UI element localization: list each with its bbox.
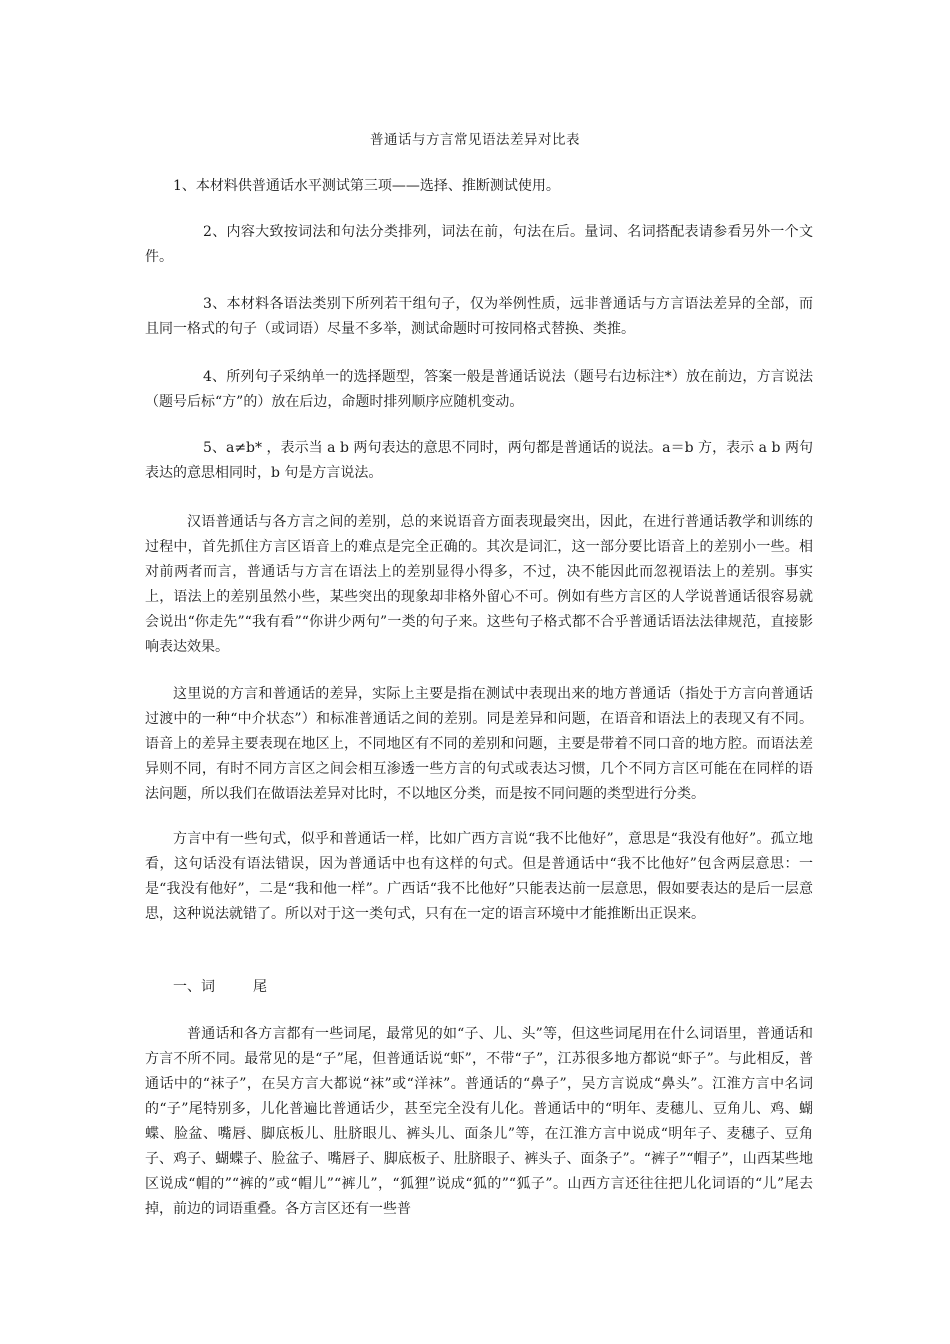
document-title: 普通话与方言常见语法差异对比表 <box>370 132 580 148</box>
body-paragraph-3: 方言中有一些句式，似乎和普通话一样，比如广西方言说“我不比他好”，意思是“我没有他好”。孤立地看，这句话没有语法错误，因为普通话中也有这样的句式。但是普通话中“我不比他好”包含两层意思：一是“我没有他好”，二是“我和他一样”。广西话“我不比他好”只能表达前一层意思，假如要表达的是后一层意思，这种说法就错了。所以对于这一类句式，只有在一定的语言环境中才能推断出正误来。 <box>145 831 813 922</box>
section-heading-number: 一、词 <box>173 979 215 995</box>
section-paragraph: 普通话和各方言都有一些词尾，最常见的如“子、儿、头”等，但这些词尾用在什么词语里，普通话和方言不所不同。最常见的是“子”尾，但普通话说“虾”，不带“子”，江苏很多地方都说“虾子”。与此相反，普通话中的“袜子”，在吴方言大都说“袜”或“洋袜”。普通话的“鼻子”，吴方言说成“鼻头”。江淮方言中名词的“子”尾特别多，儿化普遍比普通话少，甚至完全没有儿化。普通话中的“明年、麦穗儿、豆角儿、鸡、蝴蝶、脸盆、嘴唇、脚底板儿、肚脐眼儿、裤头儿、面条儿”等，在江淮方言中说成“明年子、麦穗子、豆角子、鸡子、蝴蝶子、脸盆子、嘴唇子、脚底板子、肚脐眼子、裤头子、面条子”。“裤子”“帽子”，山西某些地区说成“帽的”“裤的”或“帽儿”“裤儿”，“狐狸”说成“狐的”“狐子”。山西方言还往往把儿化词语的“儿”尾去掉，前边的词语重叠。各方言区还有一些普 <box>145 1026 813 1217</box>
section-heading-suffix: 尾 <box>253 979 267 995</box>
note-3: 3、本材料各语法类别下所列若干组句子，仅为举例性质，远非普通话与方言语法差异的全部，而且同一格式的句子（或词语）尽量不多举，测试命题时可按同格式替换、类推。 <box>145 296 813 337</box>
note-2: 2、内容大致按词法和句法分类排列，词法在前，句法在后。量词、名词搭配表请参看另外一个文件。 <box>145 224 813 265</box>
section-heading <box>173 976 267 996</box>
note-5: 5、a≠b* ，表示当 a b 两句表达的意思不同时，两句都是普通话的说法。a＝b 方，表示 a b 两句表达的意思相同时，b 句是方言说法。 <box>145 440 813 481</box>
note-1: 1、本材料供普通话水平测试第三项——选择、推断测试使用。 <box>173 178 560 194</box>
body-paragraph-1: 汉语普通话与各方言之间的差别，总的来说语音方面表现最突出，因此，在进行普通话教学和训练的过程中，首先抓住方言区语音上的难点是完全正确的。其次是词汇，这一部分要比语音上的差别小一些。相对前两者而言，普通话与方言在语法上的差别显得小得多，不过，决不能因此而忽视语法上的差别。事实上，语法上的差别虽然小些，某些突出的现象却非格外留心不可。例如有些方言区的人学说普通话很容易就会说出“你走先”“我有看”“你讲少两句”一类的句子来。这些句子格式都不合乎普通话语法法律规范，直接影响表达效果。 <box>145 514 813 655</box>
note-4: 4、所列句子采纳单一的选择题型，答案一般是普通话说法（题号右边标注*）放在前边，方言说法（题号后标“方”的）放在后边，命题时排列顺序应随机变动。 <box>145 369 813 410</box>
body-paragraph-2: 这里说的方言和普通话的差异，实际上主要是指在测试中表现出来的地方普通话（指处于方言向普通话过渡中的一种“中介状态”）和标准普通话之间的差别。同是差异和问题，在语音和语法上的表现又有不同。语音上的差异主要表现在地区上，不同地区有不同的差别和问题，主要是带着不同口音的地方腔。而语法差异则不同，有时不同方言区之间会相互渗透一些方言的句式或表达习惯，几个不同方言区可能在在同样的语法问题，所以我们在做语法差异对比时，不以地区分类，而是按不同问题的类型进行分类。 <box>145 686 813 802</box>
